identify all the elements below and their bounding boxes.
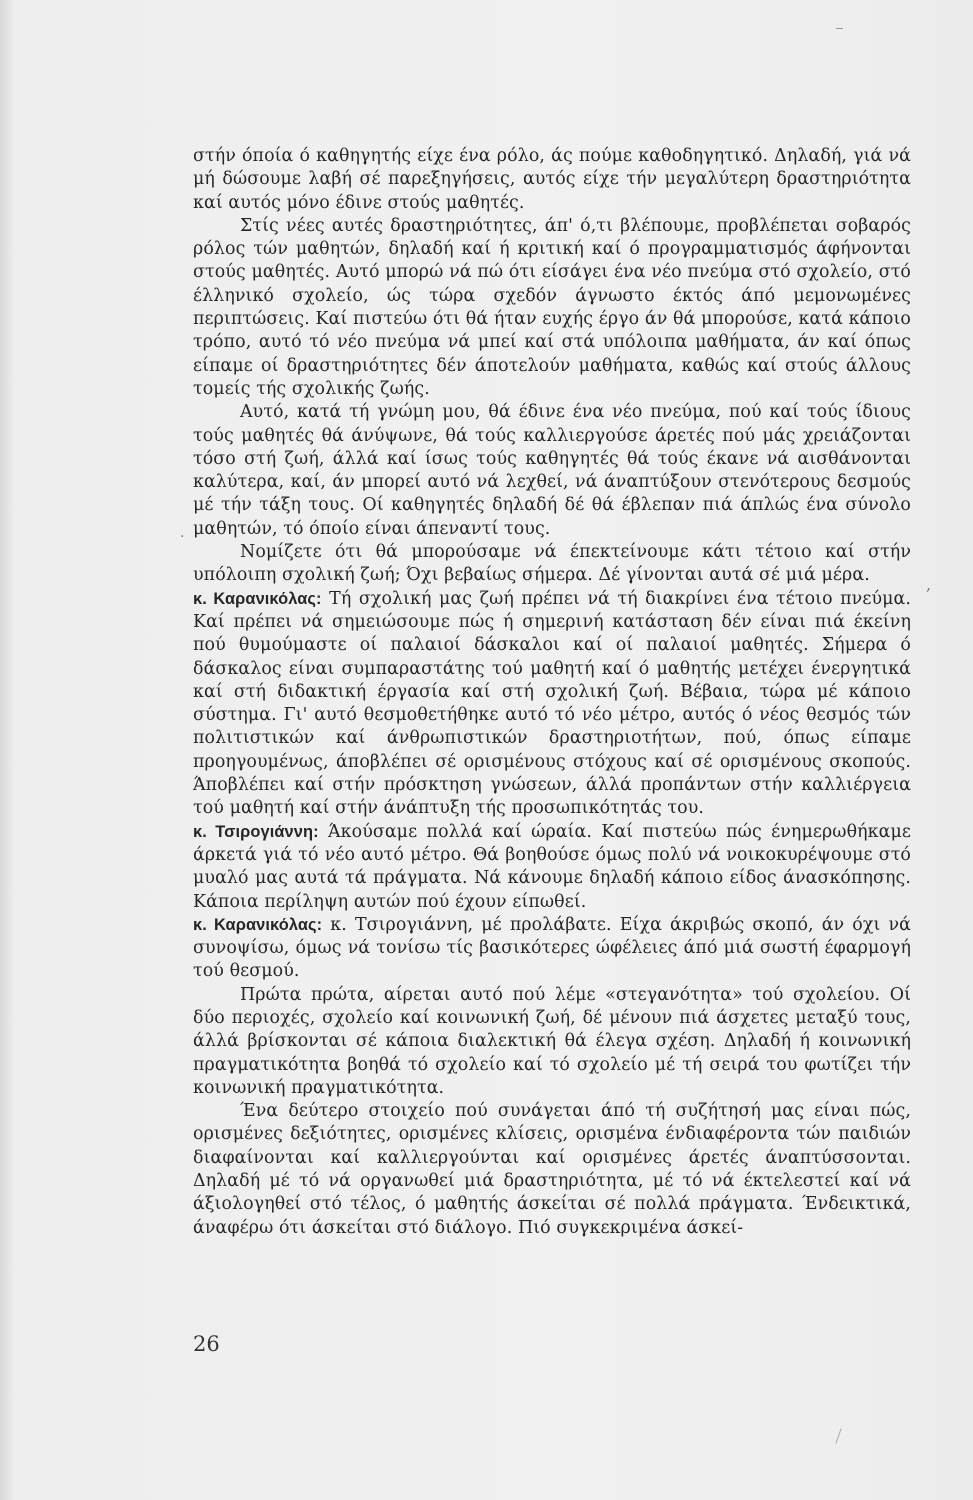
paragraph-3: [193, 401, 911, 541]
page-number: 26: [193, 1332, 220, 1356]
paragraph-text: κ. Τσιρογιάννη, μέ προλάβατε. Είχα άκριβώς σκοπό, άν όχι νά συνοψίσω, όμως νά τονίσω τίς βασικότερες ώφέλειες άπό μιά σωστή έφαρμογή τού θεσμού.: [193, 914, 912, 982]
speaker-label: κ. Καρανικόλας:: [193, 589, 322, 608]
paragraph-text: Τή σχολική μας ζωή πρέπει νά τή διακρίνει ένα τέτοιο πνεύμα. Καί πρέπει νά σημειώσουμε πώς ή σημερινή κατάσταση δέν είναι πιά έκείνη πού θυμούμαστε οί παλαιοί δάσκαλοι καί οί παλαιοί μαθητές. Σήμερα ό δάσκαλος είναι συμπαραστάτης τού μαθητή καί ό μαθητής μετέχει ένεργητικά καί στή διδακτική έργασία καί στή σχολική ζωή. Βέβαια, τώρα μέ κάποιο σύστημα. Γι' αυτό θεσμοθετήθηκε αυτό τό νέο μέτρο, αυτός ό νέος θεσμός τών πολιτιστικών καί άνθρωπιστικών δραστηριοτήτων, πού, όπως είπαμε προηγουμένως, άποβλέπει σέ ορισμένους στόχους καί σέ ορισμένους σκοπούς. Άποβλέπει καί στήν πρόσκτηση γνώσεων, άλλά προπάντων στήν καλλιέργεια τού μαθητή καί στήν άνάπτυξη τής προσωπικότητάς του.: [193, 588, 912, 819]
paragraph-text: Στίς νέες αυτές δραστηριότητες, άπ' ό,τι βλέπουμε, προβλέπεται σοβαρός ρόλος τών μαθητών, δηλαδή καί ή κριτική καί ό προγραμματισμός άφήνονται στούς μαθητές. Αυτό μπορώ νά πώ ότι είσάγει ένα νέο πνεύμα στό σχολείο, στό έλληνικό σχολείο, ώς τώρα σχεδόν άγνωστο έκτός άπό μεμονωμένες περιπτώσεις. Καί πιστεύω ότι θά ήταν ευχής έργο άν θά μπορούσε, κατά κάποιο τρόπο, αυτό τό νέο πνεύμα νά μπεί καί στά υπόλοιπα μαθήματα, άν καί όπως είπαμε οί δραστηριότητες δέν άποτελούν μαθήματα, καθώς καί στούς άλλους τομείς τής σχολικής ζωής.: [193, 215, 911, 399]
paragraph-1: [193, 145, 911, 215]
paragraph-4: [193, 541, 911, 588]
paragraph-text: Ένα δεύτερο στοιχείο πού συνάγεται άπό τή συζήτησή μας είναι πώς, ορισμένες δεξιότητες, ορισμένες κλίσεις, ορισμένα ένδιαφέροντα τών παιδιών διαφαίνονται καί καλλιεργούνται καί ορισμένες άρετές άναπτύσσονται. Δηλαδή μέ τό νά οργανωθεί μιά δραστηριότητα, μέ τό νά έκτελεστεί καί νά άξιολογηθεί στό τέλος, ό μαθητής άσκείται σέ πολλά πράγματα. Ένδεικτικά, άναφέρω ότι άσκείται στό διάλογο. Πιό συγκεκριμένα άσκεί-: [193, 1101, 911, 1238]
paragraph-7: [193, 914, 911, 984]
paragraph-text: Αυτό, κατά τή γνώμη μου, θά έδινε ένα νέο πνεύμα, πού καί τούς ίδιους τούς μαθητές θά άνύψωνε, θά τούς καλλιεργούσε άρετές πού μάς χρειάζονται τόσο στή ζωή, άλλά καί ίσως τούς καθηγητές θά τούς έκανε νά αισθάνονται καλύτερα, καί, άν μπορεί αυτό νά λεχθεί, νά άναπτύξουν στενότερους δεσμούς μέ τήν τάξη τους. Οί καθηγητές δηλαδή δέ θά έβλεπαν πιά άπλώς ένα σύνολο μαθητών, τό όποίο είναι άπεναντί τους.: [193, 402, 911, 539]
paragraph-2: [193, 215, 911, 401]
speaker-label: κ. Καρανικόλας:: [193, 915, 323, 934]
paragraph-text: Άκούσαμε πολλά καί ώραία. Καί πιστεύω πώς ένημερωθήκαμε άρκετά γιά τό νέο αυτό μέτρο. Θά βοηθούσε όμως πολύ νά νοικοκυρέψουμε στό μυαλό μας αυτά τά πράγματα. Νά κάνουμε δηλαδή κάποιο είδος άνασκόπησης. Κάποια περίληψη αυτών πού έχουν είπωθεί.: [193, 821, 911, 912]
margin-dot-mark: ·: [180, 529, 185, 545]
paragraph-5: [193, 588, 911, 821]
body-text: [193, 145, 911, 1240]
paragraph-text: στήν όποία ό καθηγητής είχε ένα ρόλο, άς πούμε καθοδηγητικό. Δηλαδή, γιά νά μή δώσουμε λαβή σέ παρεξηγήσεις, αυτός είχε τήν μεγαλύτερη δραστηριότητα καί αυτός μόνο έδινε στούς μαθητές.: [193, 146, 911, 213]
speaker-label: κ. Τσιρογιάννη:: [193, 822, 319, 841]
paragraph-text: Πρώτα πρώτα, αίρεται αυτό πού λέμε «στεγανότητα» τού σχολείου. Οί δύο περιοχές, σχολείο καί κοινωνική ζωή, δέ μένουν πιά άσχετες μεταξύ τους, άλλά βρίσκονται σέ κάποια διαλεκτική θά έλεγα σχέση. Δηλαδή ή κοινωνική πραγματικότητα βοηθά τό σχολείο καί τό σχολείο μέ τή σειρά του φωτίζει τήν κοινωνική πραγματικότητα.: [193, 984, 911, 1098]
paragraph-9: [193, 1100, 911, 1240]
margin-comma-mark: ,: [926, 575, 932, 594]
paragraph-6: [193, 821, 911, 914]
scan-speck-mark: [836, 28, 843, 29]
paragraph-8: [193, 984, 911, 1100]
paragraph-text: Νομίζετε ότι θά μπορούσαμε νά έπεκτείνουμε κάτι τέτοιο καί στήν υπόλοιπη σχολική ζωή; Όχι βεβαίως σήμερα. Δέ γίνονται αυτά σέ μιά μέρα.: [193, 542, 911, 586]
scan-stroke-mark: [835, 1428, 841, 1443]
